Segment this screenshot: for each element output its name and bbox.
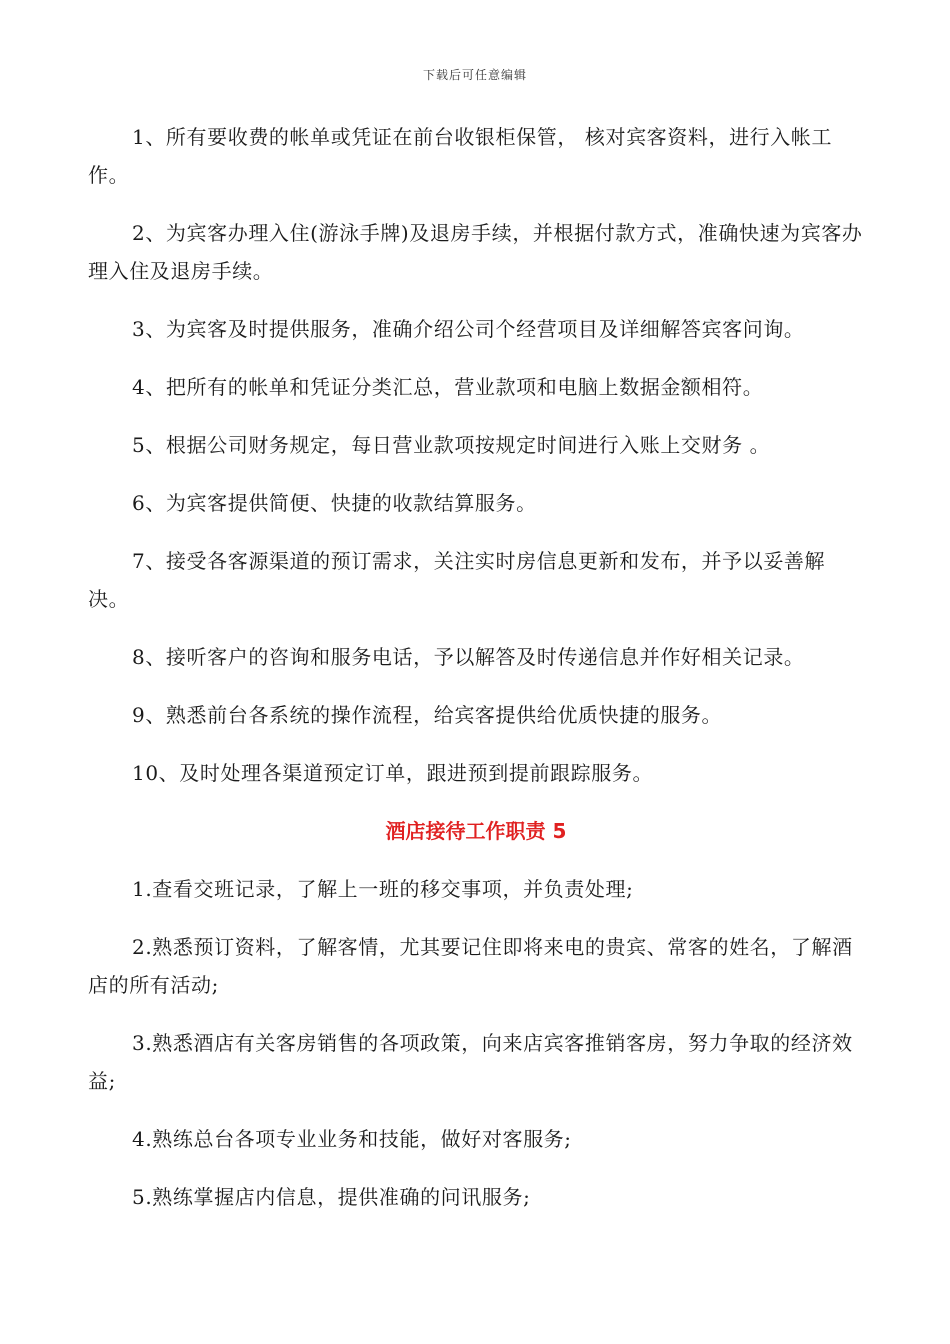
section-title: 酒店接待工作职责 5 (385, 819, 567, 843)
list-item: 2、为宾客办理入住(游泳手牌)及退房手续，并根据付款方式，准确快速为宾客办理入住及退房手续。 (88, 221, 863, 283)
list-item: 2.熟悉预订资料，了解客情，尤其要记住即将来电的贵宾、常客的姓名，了解酒店的所有活动; (88, 935, 853, 997)
list-item: 3、为宾客及时提供服务，准确介绍公司个经营项目及详细解答宾客问询。 (132, 317, 805, 341)
list-item: 1、所有要收费的帐单或凭证在前台收银柜保管， 核对宾客资料，进行入帐工作。 (88, 125, 833, 187)
list-item: 5、根据公司财务规定，每日营业款项按规定时间进行入账上交财务 。 (132, 433, 771, 457)
list-item: 8、接听客户的咨询和服务电话，予以解答及时传递信息并作好相关记录。 (132, 645, 805, 669)
list-item: 10、及时处理各渠道预定订单，跟进预到提前跟踪服务。 (132, 761, 654, 785)
list-item: 6、为宾客提供简便、快捷的收款结算服务。 (132, 491, 537, 515)
page-header: 下载后可任意编辑 (422, 68, 527, 82)
list-item: 7、接受各客源渠道的预订需求，关注实时房信息更新和发布，并予以妥善解决。 (88, 549, 826, 611)
list-item: 9、熟悉前台各系统的操作流程，给宾客提供给优质快捷的服务。 (132, 703, 723, 727)
list-item: 1.查看交班记录，了解上一班的移交事项，并负责处理; (132, 877, 634, 901)
list-item: 3.熟悉酒店有关客房销售的各项政策，向来店宾客推销客房，努力争取的经济效益; (88, 1031, 853, 1093)
list-item: 4、把所有的帐单和凭证分类汇总，营业款项和电脑上数据金额相符。 (132, 375, 764, 399)
list-item: 5.熟练掌握店内信息，提供准确的问讯服务; (132, 1185, 531, 1209)
list-item: 4.熟练总台各项专业业务和技能，做好对客服务; (132, 1127, 572, 1151)
document-body (88, 118, 864, 1236)
